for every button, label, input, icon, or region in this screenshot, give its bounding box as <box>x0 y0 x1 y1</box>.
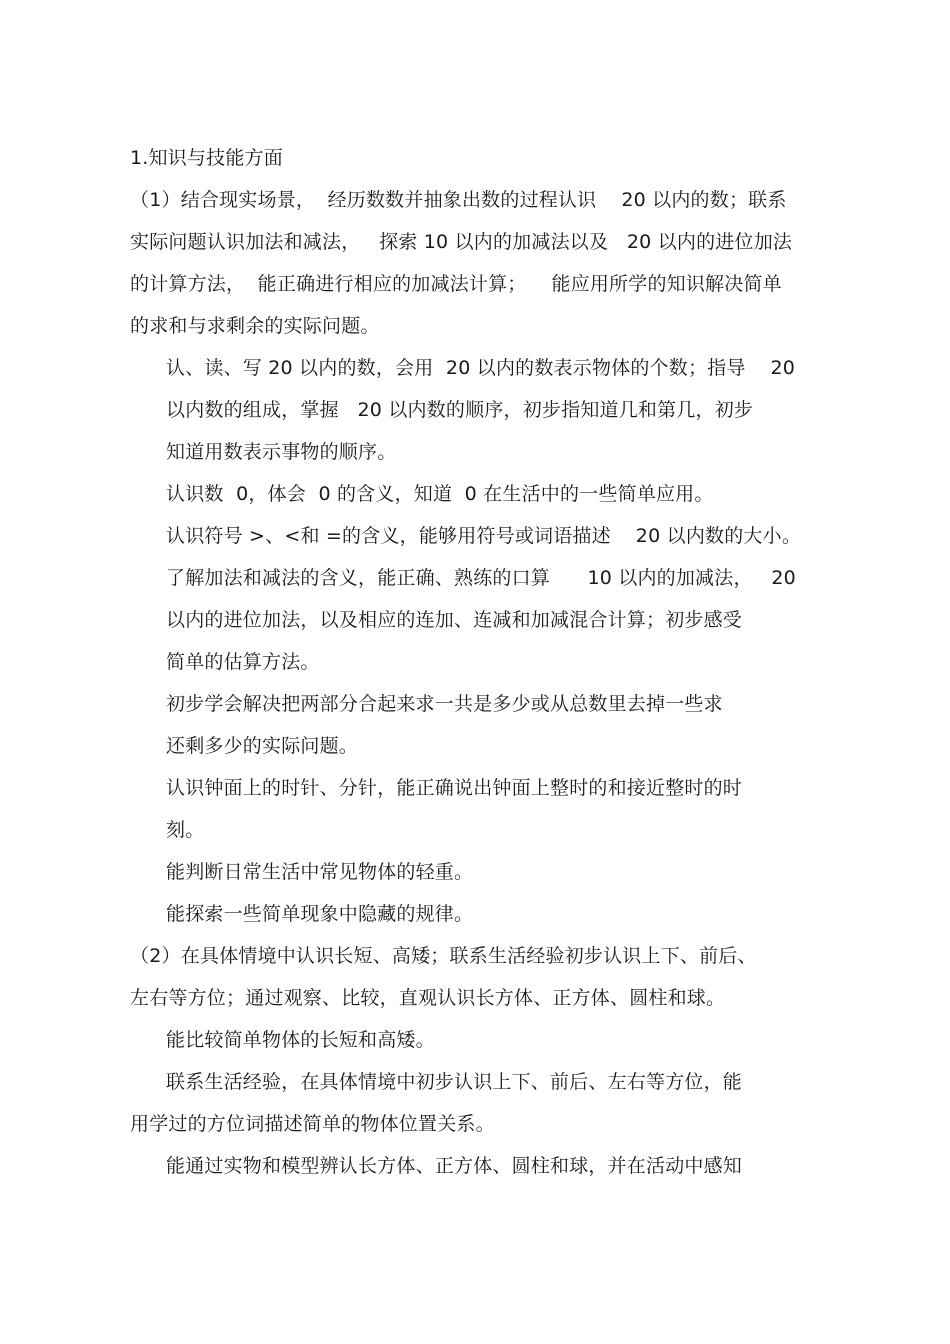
paragraph-line: 联系生活经验，在具体情境中初步认识上下、前后、左右等方位，能 <box>166 1071 743 1093</box>
paragraph-line: 左右等方位；通过观察、比较，直观认识长方体、正方体、圆柱和球。 <box>130 987 726 1009</box>
paragraph-line: 了解加法和减法的含义，能正确、熟练的口算 10 以内的加减法， 20 <box>166 567 796 589</box>
paragraph-line: 认识数 0，体会 0 的含义，知道 0 在生活中的一些简单应用。 <box>166 483 714 505</box>
paragraph-line: 的求和与求剩余的实际问题。 <box>130 315 380 337</box>
paragraph-line: 以内数的组成，掌握 20 以内数的顺序，初步指知道几和第几，初步 <box>166 399 754 421</box>
section-heading: 1.知识与技能方面 <box>130 147 283 169</box>
paragraph-line: 初步学会解决把两部分合起来求一共是多少或从总数里去掉一些求 <box>166 693 723 715</box>
paragraph-line: 认识钟面上的时针、分针，能正确说出钟面上整时的和接近整时的时 <box>166 777 743 799</box>
paragraph-line: 能探索一些简单现象中隐藏的规律。 <box>166 903 474 925</box>
paragraph-line: 能比较简单物体的长短和高矮。 <box>166 1029 435 1051</box>
paragraph-line: 以内的进位加法，以及相应的连加、连减和加减混合计算；初步感受 <box>166 609 743 631</box>
paragraph-line: （2）在具体情境中认识长短、高矮；联系生活经验初步认识上下、前后、 <box>130 945 757 967</box>
paragraph-line: 的计算方法， 能正确进行相应的加减法计算； 能应用所学的知识解决简单 <box>130 273 782 295</box>
paragraph-line: 认、读、写 20 以内的数，会用 20 以内的数表示物体的个数；指导 20 <box>166 357 796 379</box>
paragraph-line: 实际问题认识加法和减法， 探索 10 以内的加减法以及 20 以内的进位加法 <box>130 231 793 253</box>
paragraph-line: 认识符号 >、<和 =的含义，能够用符号或词语描述 20 以内数的大小。 <box>166 525 802 547</box>
paragraph-line: 用学过的方位词描述简单的物体位置关系。 <box>130 1113 495 1135</box>
paragraph-line: 能判断日常生活中常见物体的轻重。 <box>166 861 474 883</box>
paragraph-line: 简单的估算方法。 <box>166 651 320 673</box>
paragraph-line: 还剩多少的实际问题。 <box>166 735 359 757</box>
paragraph-line: 知道用数表示事物的顺序。 <box>166 441 397 463</box>
paragraph-line: 刻。 <box>166 819 205 841</box>
paragraph-line: 能通过实物和模型辨认长方体、正方体、圆柱和球，并在活动中感知 <box>166 1155 743 1177</box>
paragraph-line: （1）结合现实场景， 经历数数并抽象出数的过程认识 20 以内的数；联系 <box>130 189 787 211</box>
